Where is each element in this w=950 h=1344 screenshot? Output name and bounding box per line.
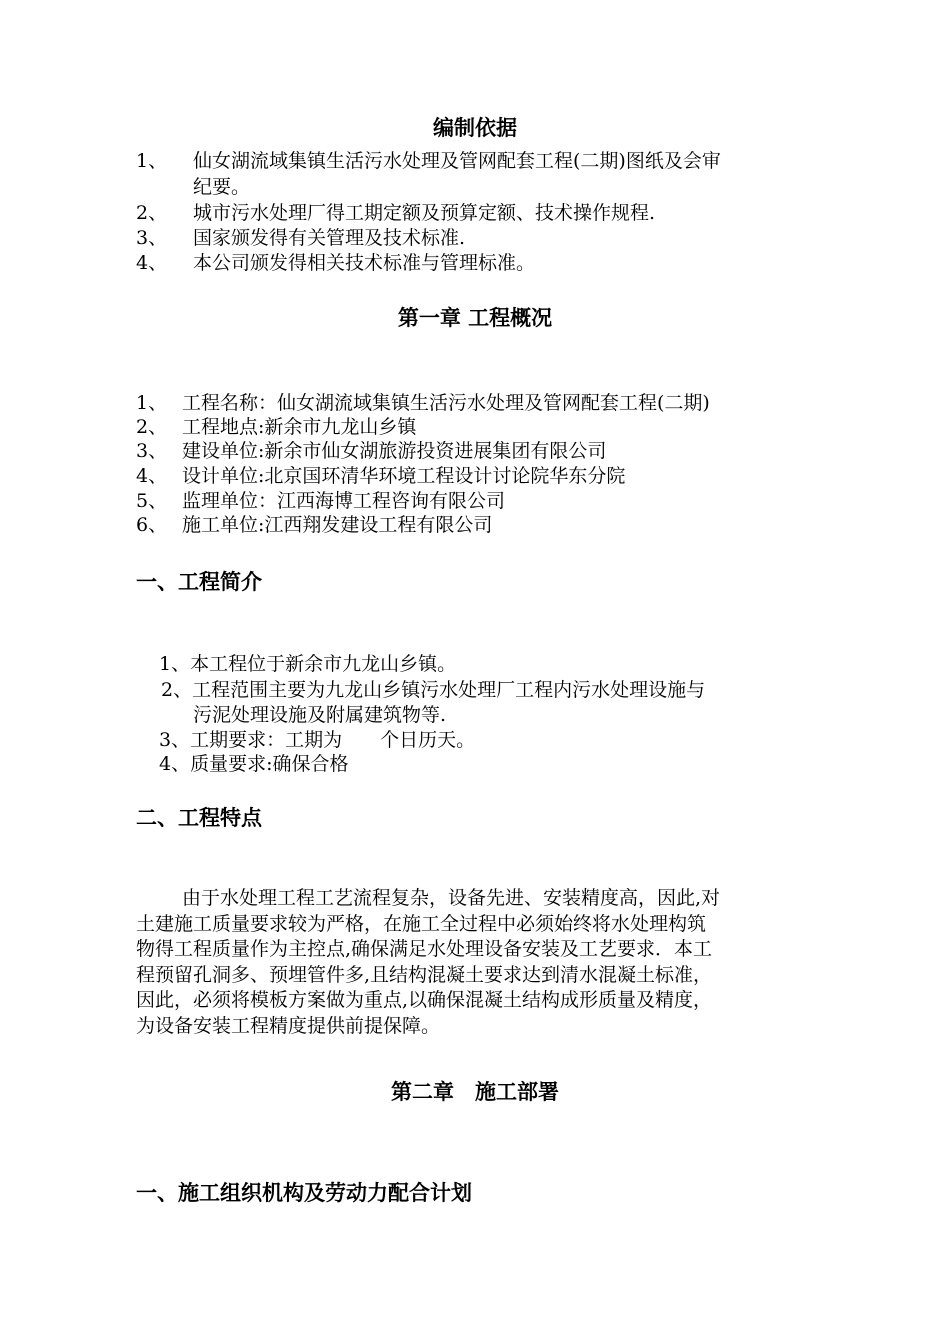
overview-item-num: 1、 <box>136 392 168 414</box>
basis-item-3-line-1: 国家颁发得有关管理及技术标准. <box>193 227 466 249</box>
overview-item-location: 工程地点:新余市九龙山乡镇 <box>182 416 417 438</box>
overview-item-supervisor: 监理单位：江西海博工程咨询有限公司 <box>182 490 506 512</box>
basis-item-2-line-1: 城市污水处理厂得工期定额及预算定额、技术操作规程. <box>193 202 656 224</box>
features-line: 土建施工质量要求较为严格，在施工全过程中必须始终将水处理构筑 <box>136 912 707 935</box>
features-paragraph <box>136 886 826 1039</box>
basis-item-num: 4、 <box>136 252 168 274</box>
features-line: 为设备安装工程精度提供前提保障。 <box>136 1014 441 1037</box>
basis-item-4-line-1: 本公司颁发得相关技术标准与管理标准。 <box>193 252 536 274</box>
chapter1-title: 第一章 工程概况 <box>397 305 553 330</box>
overview-item-contractor: 施工单位:江西翔发建设工程有限公司 <box>182 514 493 536</box>
intro-item-schedule: 3、工期要求：工期为 个日历天。 <box>159 729 476 751</box>
overview-item-num: 3、 <box>136 440 168 462</box>
features-line: 因此，必须将模板方案做为重点,以确保混凝土结构成形质量及精度， <box>136 989 713 1011</box>
intro-item-scope-line-1: 2、工程范围主要为九龙山乡镇污水处理厂工程内污水处理设施与 <box>161 679 706 701</box>
overview-item-num: 6、 <box>136 514 168 536</box>
overview-item-designer: 设计单位:北京国环清华环境工程设计讨论院华东分院 <box>182 465 626 487</box>
features-line: 物得工程质量作为主控点,确保满足水处理设备安装及工艺要求．本工 <box>136 938 713 960</box>
section-features-title: 二、工程特点 <box>136 805 262 830</box>
basis-title: 编制依据 <box>433 115 517 140</box>
basis-item-num: 1、 <box>136 150 168 172</box>
chapter2-title: 第二章 施工部署 <box>391 1079 559 1104</box>
basis-item-num: 3、 <box>136 227 168 249</box>
overview-item-num: 4、 <box>136 465 168 487</box>
basis-item-1-line-2: 纪要。 <box>193 176 251 198</box>
intro-item-quality: 4、质量要求:确保合格 <box>159 753 349 775</box>
basis-item-1 <box>136 148 167 174</box>
basis-item-1-line-1: 仙女湖流域集镇生活污水处理及管网配套工程(二期)图纸及会审 <box>193 150 721 172</box>
section-intro-title: 一、工程简介 <box>136 569 262 594</box>
features-line: 由于水处理工程工艺流程复杂，设备先进、安装精度高，因此,对 <box>182 887 721 909</box>
intro-item-location: 1、本工程位于新余市九龙山乡镇。 <box>159 653 457 675</box>
overview-item-project-name: 工程名称：仙女湖流域集镇生活污水处理及管网配套工程(二期) <box>182 392 710 414</box>
intro-item-scope-line-2: 污泥处理设施及附属建筑物等. <box>193 704 447 726</box>
overview-item-num: 2、 <box>136 416 168 438</box>
features-line: 程预留孔洞多、预埋管件多,且结构混凝土要求达到清水混凝土标准， <box>136 963 713 986</box>
overview-item-num: 5、 <box>136 490 168 512</box>
basis-item-num: 2、 <box>136 202 168 224</box>
overview-item-owner: 建设单位:新余市仙女湖旅游投资进展集团有限公司 <box>182 440 607 462</box>
chapter2-section1-title: 一、施工组织机构及劳动力配合计划 <box>136 1180 472 1205</box>
